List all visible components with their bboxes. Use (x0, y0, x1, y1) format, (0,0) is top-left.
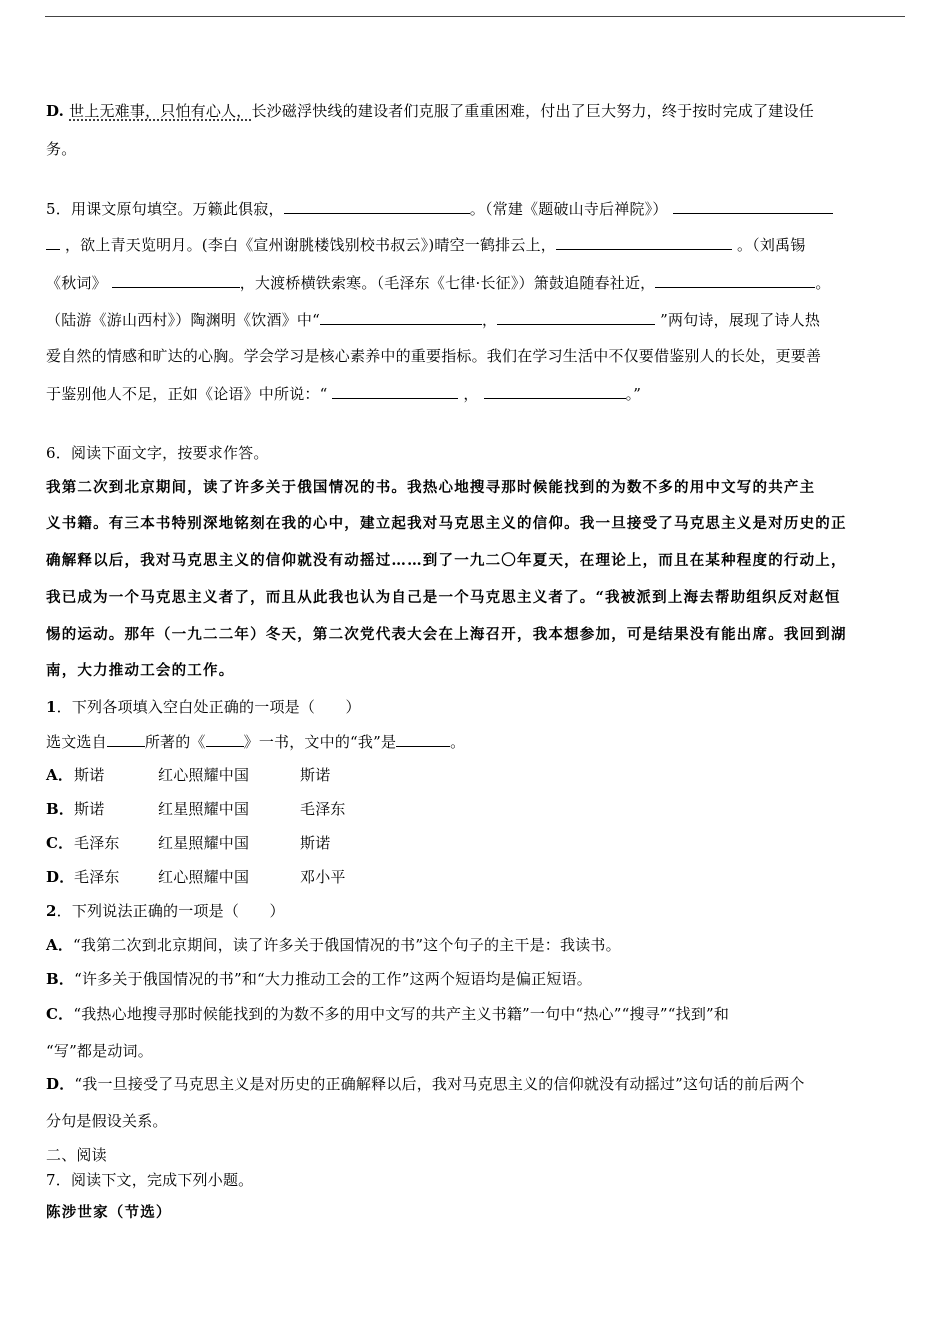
sub2-stem: 2．下列说法正确的一项是（ ） (46, 902, 285, 920)
passage-title: 陈涉世家（节选） (46, 1204, 172, 1221)
q4-option-d: D. 世上无难事，只怕有心人，长沙磁浮快线的建设者们克服了重重困难，付出了巨大努力，终于按时完成了建设任 (46, 102, 814, 120)
q7-stem: 7．阅读下文，完成下列小题。 (46, 1171, 254, 1189)
passage-line-5: 惕的运动。那年（一九二二年）冬天，第二次党代表大会在上海召开，我本想参加，可是结果没有能出席。我回到湖 (46, 626, 847, 643)
blank (46, 234, 60, 250)
top-rule (45, 16, 905, 17)
sub1-option-a: A．斯诺 红心照耀中国 斯诺 (46, 766, 331, 784)
sub2-option-c: C．“我热心地搜寻那时候能找到的为数不多的用中文写的共产主义书籍”一句中“热心”“搜寻”“找到”和 (46, 1005, 730, 1023)
passage-line-6: 南，大力推动工会的工作。 (46, 662, 235, 679)
sub1-fill: 选文选自 所著的《 》一书，文中的“我”是 。 (46, 733, 466, 751)
q5-line-6: 于鉴别他人不足，正如《论语》中所说：“ ， 。” (46, 385, 642, 403)
blank (107, 731, 145, 747)
q5-line-3: 《秋词》 ，大渡桥横铁索寒。（毛泽东《七律·长征》）箫鼓追随春社近， 。 (46, 274, 831, 292)
sub2-option-d: D．“我一旦接受了马克思主义是对历史的正确解释以后，我对马克思主义的信仰就没有动摇过”这句话的前后两个 (46, 1075, 805, 1093)
q5-line-4: （陆游《游山西村》）陶渊明《饮酒》中“ ， ”两句诗，展现了诗人热 (46, 311, 821, 329)
blank (484, 383, 626, 399)
q4-option-d-cont: 务。 (46, 140, 77, 158)
blank (655, 272, 815, 288)
q5-line-1: 5．用课文原句填空。万籁此俱寂， 。（常建《题破山寺后禅院》） (46, 198, 906, 219)
blank (497, 309, 655, 325)
blank (673, 198, 833, 214)
q6-stem: 6．阅读下面文字，按要求作答。 (46, 444, 269, 462)
sub1-option-d: D．毛泽东 红心照耀中国 邓小平 (46, 868, 346, 886)
sub1-option-c: C．毛泽东 红星照耀中国 斯诺 (46, 834, 331, 852)
blank (284, 198, 470, 214)
q5-line-5: 爱自然的情感和旷达的心胸。学会学习是核心素养中的重要指标。我们在学习生活中不仅要借鉴别人的长处，更要善 (46, 347, 822, 365)
q5-line-2: ，欲上青天览明月。(李白《宣州谢朓楼饯别校书叔云》)晴空一鹤排云上， 。（刘禹锡 (46, 234, 906, 255)
sub1-option-b: B．斯诺 红星照耀中国 毛泽东 (46, 800, 346, 818)
blank (320, 309, 482, 325)
passage-line-3: 确解释以后，我对马克思主义的信仰就没有动摇过……到了一九二〇年夏天，在理论上，而且在某种程度的行动上， (46, 552, 847, 569)
sub1-stem: 1．下列各项填入空白处正确的一项是（ ） (46, 698, 361, 716)
passage-line-1: 我第二次到北京期间，读了许多关于俄国情况的书。我热心地搜寻那时候能找到的为数不多的用中文写的共产主 (46, 479, 816, 496)
sub2-option-b: B．“许多关于俄国情况的书”和“大力推动工会的工作”这两个短语均是偏正短语。 (46, 970, 592, 988)
blank (556, 234, 732, 250)
section-heading: 二、阅读 (46, 1146, 107, 1164)
blank (206, 731, 244, 747)
blank (396, 731, 450, 747)
passage-line-4: 我已成为一个马克思主义者了，而且从此我也认为自己是一个马克思主义者了。“我被派到上海去帮助组织反对赵恒 (46, 589, 841, 606)
sub2-option-d-cont: 分句是假设关系。 (46, 1112, 168, 1130)
passage-line-2: 义书籍。有三本书特别深地铭刻在我的心中，建立起我对马克思主义的信仰。我一旦接受了马克思主义是对历史的正 (46, 515, 847, 532)
blank (332, 383, 458, 399)
blank (112, 272, 240, 288)
sub2-option-a: A．“我第二次到北京期间，读了许多关于俄国情况的书”这个句子的主干是：我读书。 (46, 936, 621, 954)
sub2-option-c-cont: “写”都是动词。 (46, 1042, 153, 1060)
